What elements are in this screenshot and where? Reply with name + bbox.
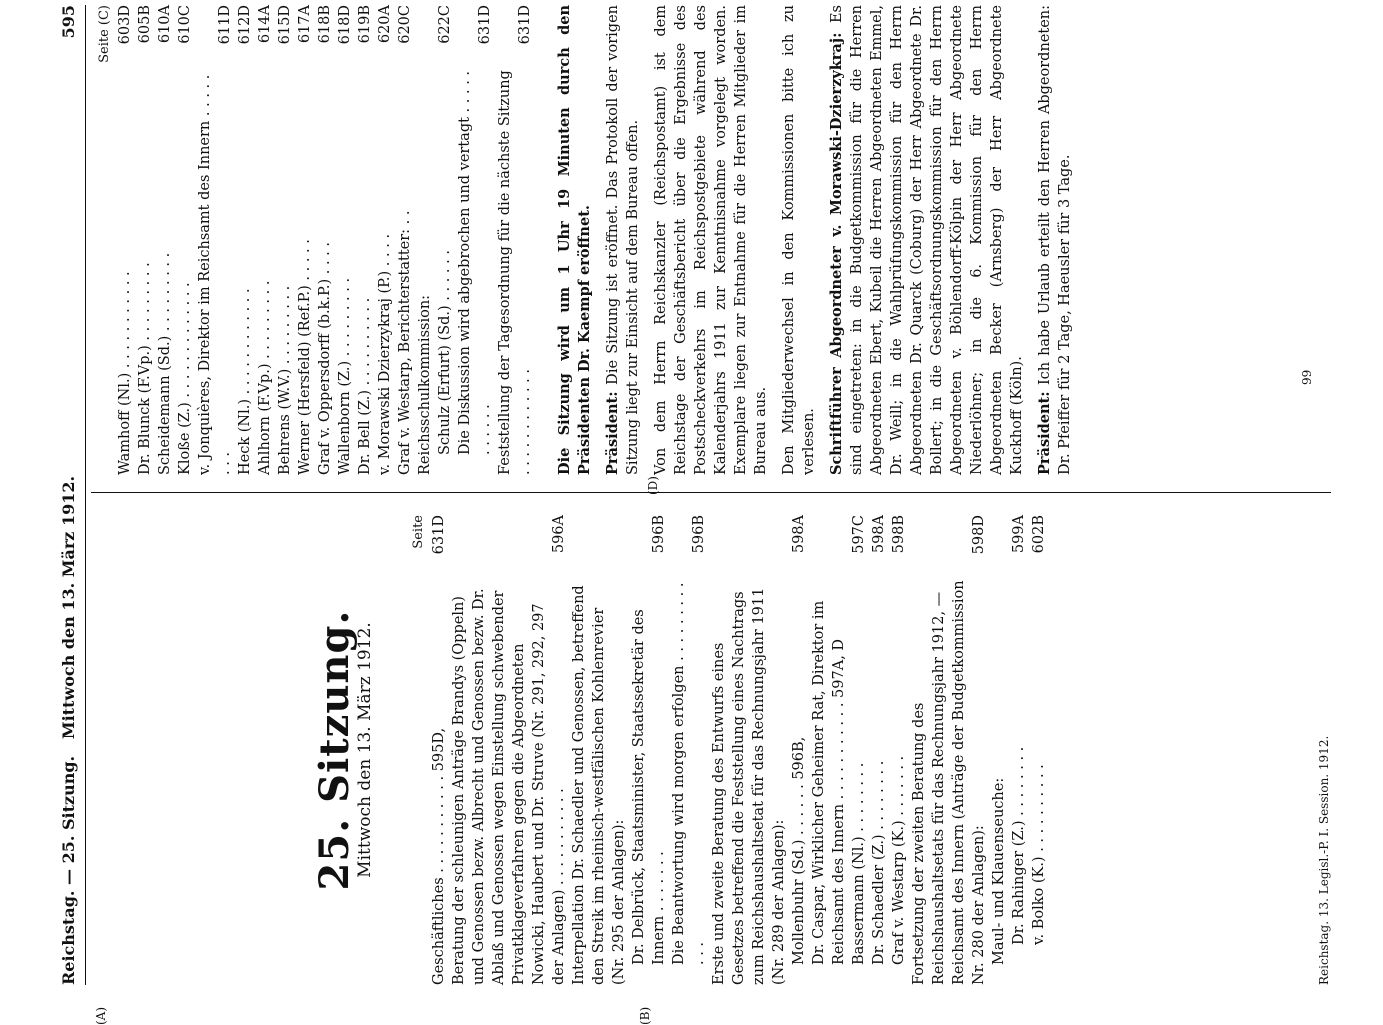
- toc-entry: [629, 515, 669, 985]
- toc-entry-page: 596B: [651, 515, 667, 554]
- toc-entry-text: Dr. Bell (Z.) . . . . . . . . . .: [357, 297, 373, 475]
- toc-entry-page: 596B: [691, 515, 707, 554]
- paragraph-text: Von dem Herrn Reichskanzler (Reichspostamt) ist dem Reichstage der Geschäftsbericht über die Ergebnisse des Postscheckverkehrs im Reichspostgebiete während des Kalenderjahrs 1911 zur Kenntnisnahme vorgelegt worden. Exemplare liegen zur Entnahme für die Herren Mitglieder im Bureau aus.: [653, 5, 769, 475]
- toc-entry-page: 597C: [851, 515, 867, 554]
- toc-entry-page: 631D: [517, 5, 533, 45]
- toc-entry-text: Fortsetzung der zweiten Beratung des Reichshaushaltsetats für das Rechnungsjahr 1912, — Reichsamt des Innern (Anträge der Budgetkommission Nr. 280 der Anlagen):: [911, 580, 987, 985]
- toc-entry-page: 610A: [157, 5, 173, 44]
- toc-entry-text: Mollenbuhr (Sd.) . . . . . . 596B,: [791, 736, 807, 965]
- toc-entry-page: 617A: [297, 5, 313, 44]
- toc-entry: [429, 515, 449, 985]
- toc-entry-text: Maul- und Klauenseuche:: [991, 777, 1007, 965]
- toc-entry: [315, 5, 335, 475]
- toc-entry: [1009, 515, 1029, 985]
- toc-entry-page: 602B: [1031, 515, 1047, 554]
- toc-entry: [495, 5, 535, 475]
- margin-mark-d: (D): [646, 476, 660, 495]
- toc-entry: [335, 5, 355, 475]
- paragraph-text: Den Mitgliederwechsel in den Kommissionen bitte ich zu verlesen.: [781, 5, 817, 475]
- toc-entry-page: 611D: [217, 5, 233, 45]
- toc-entry-page: 596A: [551, 515, 567, 554]
- toc-entry-text: Dr. Schaedler (Z.) . . . . . . . .: [871, 760, 887, 965]
- toc-entry-page: 620A: [377, 5, 393, 44]
- toc-entry-text: Reichsschulkommission:: [417, 294, 433, 475]
- toc-entry-text: v. Bolko (K.) . . . . . . . . . .: [1031, 764, 1047, 945]
- toc-entry: [909, 515, 989, 985]
- toc-entry: [1029, 515, 1049, 985]
- toc-entry-text: Graf v. Westarp, Berichterstatter: . .: [397, 210, 413, 475]
- toc-entry: [135, 5, 155, 475]
- column-divider: [91, 492, 1331, 493]
- toc-entry-page: 631D: [431, 515, 447, 555]
- rotated-page-content: [55, 5, 1345, 1025]
- toc-entry-text: Erste und zweite Beratung des Entwurfs eines Gesetzes betreffend die Feststellung eines Nachtrags zum Reichshaushaltsetat für das Rechnungsjahr 1911 (Nr. 289 der Anlagen):: [711, 587, 787, 985]
- toc-entry: [255, 5, 275, 475]
- toc-entry-text: Graf v. Westarp (K.) . . . . . . .: [891, 755, 907, 965]
- proceedings-paragraph: [651, 5, 771, 475]
- toc-entry-text: Behrens (W.V.) . . . . . . . . .: [277, 285, 293, 475]
- speaker-label: Präsident:: [1036, 385, 1053, 475]
- toc-entry-page: 614A: [257, 5, 273, 44]
- right-column: [95, 5, 1083, 495]
- proceedings-paragraph: [827, 5, 1027, 475]
- toc-entry-text: Dr. Delbrück, Staatsminister, Staatssekretär des Innern . . . . . . .: [631, 609, 667, 965]
- toc-entry-text: Bassermann (Nl.) . . . . . . . .: [851, 762, 867, 965]
- seite-label-right: Seite (C): [97, 5, 112, 63]
- toc-entry: [989, 515, 1009, 985]
- toc-entry-page: 615D: [277, 5, 293, 45]
- toc-entry-page: 605B: [137, 5, 153, 44]
- toc-entry-page: 631D: [477, 5, 493, 45]
- header-session: Reichstag. — 25. Sitzung.: [59, 755, 78, 985]
- speaker-label: Präsident:: [604, 384, 621, 475]
- toc-entry-text: Dr. Caspar, Wirklicher Geheimer Rat, Direktor im Reichsamt des Innern . . . . . . . . . . . 597A, D: [811, 600, 847, 965]
- toc-entry: [355, 5, 375, 475]
- toc-entry-text: Dr. Rahinger (Z.) . . . . . . . .: [1011, 746, 1027, 945]
- toc-entry-page: 620C: [397, 5, 413, 44]
- toc-entry: [849, 515, 869, 985]
- toc-entry-page: 598B: [891, 515, 907, 554]
- toc-entry: [175, 5, 195, 475]
- seite-label: Seite: [411, 515, 426, 549]
- paragraph-text: Ich habe Urlaub erteilt den Herren Abgeordneten: Dr. Pfeiffer für 2 Tage, Haeusler für 3 Tage.: [1037, 5, 1073, 475]
- toc-entry: [395, 5, 415, 475]
- toc-entry-text: Dr. Blunck (F.Vp.) . . . . . . . . .: [137, 262, 153, 475]
- margin-mark-a: (A): [94, 1006, 108, 1025]
- toc-entry: [669, 515, 709, 985]
- toc-entry: [455, 5, 495, 475]
- toc-entry-text: Beratung der schleunigen Anträge Brandys (Oppeln) und Genossen bezw. Albrecht und Genossen bezw. Dr. Ablaß und Genossen wegen Einstellung schwebender Privatklageverfahren gegen die Abgeordneten Nowicki, Haubert und Dr. Struve (Nr. 291, 292, 297 der Anlagen) . . . . . . . . . . .: [451, 588, 567, 985]
- toc-entry-text: Wallenborn (Z.) . . . . . . . . .: [337, 277, 353, 475]
- toc-entry: [155, 5, 175, 475]
- toc-entry-text: Geschäftliches . . . . . . . . . . . 595D,: [431, 727, 447, 985]
- side-credit: [1355, 10, 1371, 990]
- toc-entry-page: 598A: [871, 515, 887, 554]
- paragraph-text: Die Sitzung ist eröffnet. Das Protokoll der vorigen Sitzung liegt zur Einsicht auf dem Bureau offen.: [605, 5, 641, 475]
- page-number: 595: [59, 5, 78, 39]
- toc-entry: [889, 515, 909, 985]
- toc-entry: [789, 515, 809, 985]
- toc-entry-text: Kloße (Z.) . . . . . . . . . . . . .: [177, 282, 193, 475]
- toc-entry-page: 610C: [177, 5, 193, 44]
- toc-entry-text: Interpellation Dr. Schaedler und Genossen, betreffend den Streik im rheinisch-westfälischen Kohlenrevier (Nr. 295 der Anlagen):: [571, 585, 627, 985]
- toc-entry: [235, 5, 255, 475]
- right-table-of-contents: [115, 5, 535, 475]
- toc-entry-page: 618D: [337, 5, 353, 45]
- speaker-label: Schriftführer Abgeordneter v. Morawski-Dzierzykraj:: [828, 23, 845, 475]
- toc-entry: [295, 5, 315, 475]
- left-column: [94, 515, 1049, 1025]
- toc-entry-text: Heck (Nl.) . . . . . . . . . . . .: [237, 288, 253, 475]
- toc-entry-text: Feststellung der Tagesordnung für die nächste Sitzung . . . . . . . . . . . .: [497, 70, 533, 475]
- toc-entry: [569, 515, 629, 985]
- header-date: Mittwoch den 13. März 1912.: [59, 475, 78, 740]
- toc-entry: [275, 5, 295, 475]
- toc-entry-text: Die Diskussion wird abgebrochen und vertagt . . . . . . . . . . .: [457, 70, 493, 455]
- toc-entry: [115, 5, 135, 475]
- margin-mark-b: (B): [638, 1006, 652, 1025]
- header-rule: [85, 5, 86, 985]
- toc-entry-text: Die Beantwortung wird morgen erfolgen . . . . . . . . . . . .: [671, 582, 707, 965]
- proceedings-body: [603, 5, 1075, 475]
- proceedings-paragraph: [603, 5, 643, 475]
- proceedings-paragraph: [779, 5, 819, 475]
- toc-entry: [195, 5, 235, 475]
- toc-entry-text: v. Jonquières, Direktor im Reichsamt des Innern . . . . . . . .: [197, 74, 233, 475]
- toc-entry-page: 603D: [117, 5, 133, 45]
- footer-left: Reichstag. 13. Legisl.-P. I. Session. 1912.: [1317, 735, 1331, 985]
- toc-entry: [709, 515, 789, 985]
- paragraph-text: Es sind eingetreten: in die Budgetkommission für die Herren Abgeordneten Ebert, Kubeil die Herren Abgeordneten Emmel, Dr. Weill; in die Wahlprüfungskommission für den Herrn Abgeordneten Dr. Quarck (Coburg) der Herr Abgeordnete Dr. Bollert; in die Geschäftsordnungskommission für den Herrn Abgeordneten v. Böhlendorff-Kölpin der Herr Abgeordnete Niederlöhner; in die 6. Kommission für den Herrn Abgeordneten Becker (Arnsberg) der Herr Abgeordnete Kuckhoff (Köln).: [829, 5, 1025, 475]
- toc-entry: [449, 515, 569, 985]
- toc-entry-text: Ahlhorn (F.Vp.) . . . . . . . . .: [257, 280, 273, 475]
- toc-entry: [415, 5, 435, 475]
- header-left: [59, 476, 78, 985]
- toc-entry-text: Werner (Hersfeld) (Ref.P.) . . . . .: [297, 239, 313, 475]
- toc-entry-text: v. Morawski Dzierzykraj (P.) . . . .: [377, 233, 393, 475]
- page-title: 25. Sitzung.: [311, 609, 358, 891]
- toc-entry-page: 619B: [357, 5, 373, 44]
- toc-entry-page: 612D: [237, 5, 253, 45]
- toc-entry-text: Graf v. Oppersdorff (b.k.P.) . . . .: [317, 242, 333, 475]
- toc-entry-page: 622C: [437, 5, 453, 44]
- toc-entry-text: Wamhoff (Nl.) . . . . . . . . . . .: [117, 271, 133, 475]
- toc-entry-page: 599A: [1011, 515, 1027, 554]
- toc-entry: [869, 515, 889, 985]
- running-header: [55, 5, 85, 985]
- footer-mid: 99: [1300, 369, 1314, 385]
- toc-entry: [375, 5, 395, 475]
- page-subtitle: Mittwoch den 13. März 1912.: [355, 622, 375, 878]
- toc-entry-text: Scheidemann (Sd.) . . . . . . . . .: [157, 252, 173, 475]
- toc-entry: [435, 5, 455, 475]
- toc-entry-page: 598A: [791, 515, 807, 554]
- toc-entry-page: 598D: [971, 515, 987, 555]
- toc-entry: [809, 515, 849, 985]
- toc-entry-page: 618B: [317, 5, 333, 44]
- left-table-of-contents: [429, 515, 1049, 985]
- proceedings-paragraph: [1035, 5, 1075, 475]
- opening-text: Die Sitzung wird um 1 Uhr 19 Minuten durch den Präsidenten Dr. Kaempf eröffnet.: [556, 5, 593, 475]
- toc-entry-text: Schulz (Erfurt) (Sd.) . . . . . .: [437, 250, 453, 455]
